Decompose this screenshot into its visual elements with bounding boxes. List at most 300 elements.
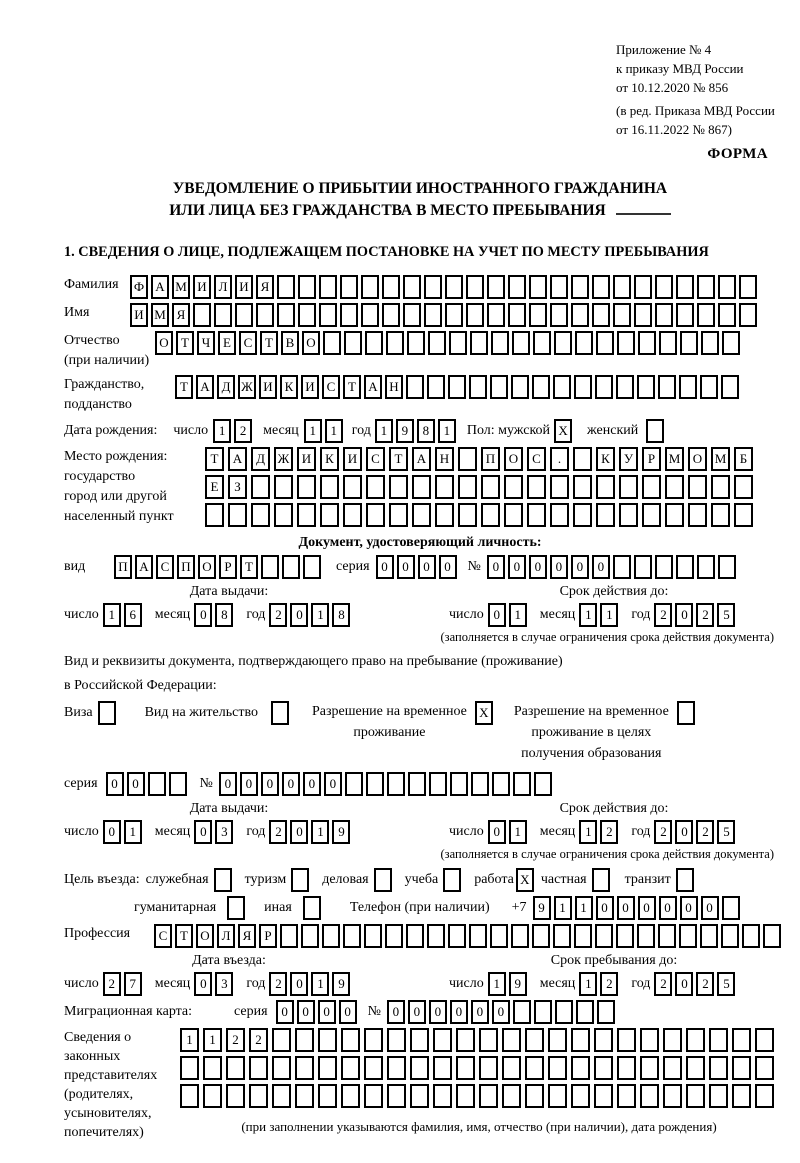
- char-box[interactable]: [479, 1056, 498, 1080]
- passport-valid-month-boxes[interactable]: [579, 603, 621, 627]
- char-box[interactable]: [637, 375, 655, 399]
- char-box[interactable]: [596, 475, 615, 499]
- char-box[interactable]: Н: [385, 375, 403, 399]
- citizenship-boxes[interactable]: [175, 375, 742, 399]
- doc-number-boxes[interactable]: [487, 555, 739, 579]
- char-box[interactable]: [663, 1056, 682, 1080]
- stay-month-boxes[interactable]: [579, 972, 621, 996]
- char-box[interactable]: 0: [529, 555, 547, 579]
- doc-series-boxes[interactable]: [376, 555, 460, 579]
- char-box[interactable]: [490, 924, 508, 948]
- char-box[interactable]: [492, 772, 510, 796]
- purpose-transit-checkbox[interactable]: [676, 868, 697, 892]
- char-box[interactable]: [274, 475, 293, 499]
- char-box[interactable]: [435, 503, 454, 527]
- char-box[interactable]: Ф: [130, 275, 148, 299]
- char-box[interactable]: [385, 924, 403, 948]
- char-box[interactable]: [594, 1084, 613, 1108]
- char-box[interactable]: [320, 503, 339, 527]
- char-box[interactable]: Е: [205, 475, 224, 499]
- char-box[interactable]: [180, 1084, 199, 1108]
- char-box[interactable]: [341, 1056, 360, 1080]
- char-box[interactable]: Н: [435, 447, 454, 471]
- char-box[interactable]: [508, 303, 526, 327]
- phone-boxes[interactable]: [533, 896, 743, 920]
- char-box[interactable]: [470, 331, 488, 355]
- char-box[interactable]: [548, 1056, 567, 1080]
- purpose-humanitarian-checkbox[interactable]: [227, 896, 248, 920]
- char-box[interactable]: [272, 1084, 291, 1108]
- char-box[interactable]: [319, 303, 337, 327]
- char-box[interactable]: [679, 924, 697, 948]
- char-box[interactable]: [711, 475, 730, 499]
- char-box[interactable]: 0: [397, 555, 415, 579]
- patronymic-boxes[interactable]: [155, 331, 743, 355]
- char-box[interactable]: У: [619, 447, 638, 471]
- char-box[interactable]: [711, 503, 730, 527]
- char-box[interactable]: 0: [418, 555, 436, 579]
- char-box[interactable]: [571, 1028, 590, 1052]
- char-box[interactable]: [553, 375, 571, 399]
- char-box[interactable]: [677, 701, 695, 725]
- res-valid-day-boxes[interactable]: [488, 820, 530, 844]
- char-box[interactable]: [449, 331, 467, 355]
- char-box[interactable]: [364, 924, 382, 948]
- char-box[interactable]: [318, 1084, 337, 1108]
- char-box[interactable]: 9: [509, 972, 527, 996]
- char-box[interactable]: К: [320, 447, 339, 471]
- char-box[interactable]: 1: [600, 603, 618, 627]
- char-box[interactable]: [634, 303, 652, 327]
- char-box[interactable]: [732, 1056, 751, 1080]
- char-box[interactable]: А: [228, 447, 247, 471]
- char-box[interactable]: [424, 275, 442, 299]
- char-box[interactable]: 2: [696, 820, 714, 844]
- char-box[interactable]: [700, 375, 718, 399]
- char-box[interactable]: С: [322, 375, 340, 399]
- char-box[interactable]: [508, 275, 526, 299]
- char-box[interactable]: [596, 503, 615, 527]
- char-box[interactable]: 2: [696, 972, 714, 996]
- char-box[interactable]: [734, 475, 753, 499]
- char-box[interactable]: С: [154, 924, 172, 948]
- char-box[interactable]: [403, 275, 421, 299]
- char-box[interactable]: 0: [282, 772, 300, 796]
- char-box[interactable]: [169, 772, 187, 796]
- char-box[interactable]: О: [198, 555, 216, 579]
- char-box[interactable]: К: [280, 375, 298, 399]
- char-box[interactable]: [550, 303, 568, 327]
- char-box[interactable]: [322, 924, 340, 948]
- char-box[interactable]: [256, 303, 274, 327]
- res-valid-month-boxes[interactable]: [579, 820, 621, 844]
- char-box[interactable]: [298, 275, 316, 299]
- char-box[interactable]: Р: [642, 447, 661, 471]
- char-box[interactable]: [701, 331, 719, 355]
- char-box[interactable]: И: [193, 275, 211, 299]
- char-box[interactable]: [433, 1056, 452, 1080]
- doc-kind-boxes[interactable]: [114, 555, 324, 579]
- char-box[interactable]: [576, 1000, 594, 1024]
- char-box[interactable]: А: [412, 447, 431, 471]
- char-box[interactable]: [479, 1084, 498, 1108]
- char-box[interactable]: 0: [596, 896, 614, 920]
- char-box[interactable]: [235, 303, 253, 327]
- char-box[interactable]: [721, 924, 739, 948]
- char-box[interactable]: З: [228, 475, 247, 499]
- sex-male-checkbox[interactable]: [554, 419, 575, 443]
- char-box[interactable]: [479, 1028, 498, 1052]
- char-box[interactable]: [406, 924, 424, 948]
- char-box[interactable]: [697, 275, 715, 299]
- char-box[interactable]: [249, 1056, 268, 1080]
- char-box[interactable]: [406, 375, 424, 399]
- char-box[interactable]: [613, 275, 631, 299]
- char-box[interactable]: П: [114, 555, 132, 579]
- char-box[interactable]: 1: [579, 603, 597, 627]
- char-box[interactable]: 0: [219, 772, 237, 796]
- char-box[interactable]: [277, 275, 295, 299]
- char-box[interactable]: 2: [654, 820, 672, 844]
- char-box[interactable]: [319, 275, 337, 299]
- char-box[interactable]: [387, 772, 405, 796]
- char-box[interactable]: [527, 503, 546, 527]
- char-box[interactable]: [573, 503, 592, 527]
- char-box[interactable]: Т: [343, 375, 361, 399]
- char-box[interactable]: 2: [269, 820, 287, 844]
- char-box[interactable]: 2: [654, 603, 672, 627]
- char-box[interactable]: И: [130, 303, 148, 327]
- residence-permit-checkbox[interactable]: [271, 701, 292, 725]
- char-box[interactable]: 1: [311, 972, 329, 996]
- char-box[interactable]: [410, 1056, 429, 1080]
- char-box[interactable]: [466, 275, 484, 299]
- char-box[interactable]: 1: [311, 603, 329, 627]
- char-box[interactable]: 0: [488, 603, 506, 627]
- char-box[interactable]: 0: [571, 555, 589, 579]
- char-box[interactable]: О: [688, 447, 707, 471]
- mig-number-boxes[interactable]: [387, 1000, 618, 1024]
- char-box[interactable]: [226, 1056, 245, 1080]
- char-box[interactable]: [613, 555, 631, 579]
- char-box[interactable]: 2: [600, 972, 618, 996]
- char-box[interactable]: [458, 447, 477, 471]
- char-box[interactable]: [227, 896, 245, 920]
- purpose-other-checkbox[interactable]: [303, 896, 324, 920]
- char-box[interactable]: [655, 303, 673, 327]
- passport-valid-year-boxes[interactable]: [654, 603, 738, 627]
- char-box[interactable]: [512, 331, 530, 355]
- char-box[interactable]: [408, 772, 426, 796]
- representatives-row3-boxes[interactable]: [180, 1084, 778, 1108]
- char-box[interactable]: 0: [408, 1000, 426, 1024]
- char-box[interactable]: 1: [509, 820, 527, 844]
- char-box[interactable]: [295, 1028, 314, 1052]
- char-box[interactable]: 0: [675, 820, 693, 844]
- birth-year-boxes[interactable]: [375, 419, 459, 443]
- char-box[interactable]: [427, 375, 445, 399]
- char-box[interactable]: 0: [297, 1000, 315, 1024]
- char-box[interactable]: Т: [260, 331, 278, 355]
- char-box[interactable]: [214, 303, 232, 327]
- char-box[interactable]: 1: [103, 603, 121, 627]
- char-box[interactable]: [642, 475, 661, 499]
- char-box[interactable]: [527, 475, 546, 499]
- char-box[interactable]: [718, 275, 736, 299]
- char-box[interactable]: [592, 868, 610, 892]
- char-box[interactable]: [575, 331, 593, 355]
- char-box[interactable]: [532, 924, 550, 948]
- char-box[interactable]: [364, 1028, 383, 1052]
- char-box[interactable]: [617, 1028, 636, 1052]
- char-box[interactable]: 8: [215, 603, 233, 627]
- char-box[interactable]: [344, 331, 362, 355]
- char-box[interactable]: [525, 1084, 544, 1108]
- char-box[interactable]: [553, 924, 571, 948]
- char-box[interactable]: [303, 896, 321, 920]
- char-box[interactable]: 0: [103, 820, 121, 844]
- char-box[interactable]: И: [343, 447, 362, 471]
- char-box[interactable]: [573, 475, 592, 499]
- char-box[interactable]: 0: [450, 1000, 468, 1024]
- char-box[interactable]: 8: [332, 603, 350, 627]
- char-box[interactable]: [597, 1000, 615, 1024]
- char-box[interactable]: Е: [218, 331, 236, 355]
- char-box[interactable]: [272, 1028, 291, 1052]
- char-box[interactable]: О: [302, 331, 320, 355]
- char-box[interactable]: [374, 868, 392, 892]
- char-box[interactable]: [555, 1000, 573, 1024]
- char-box[interactable]: [550, 503, 569, 527]
- char-box[interactable]: [663, 1028, 682, 1052]
- char-box[interactable]: [502, 1056, 521, 1080]
- char-box[interactable]: [340, 303, 358, 327]
- char-box[interactable]: [732, 1028, 751, 1052]
- char-box[interactable]: С: [239, 331, 257, 355]
- char-box[interactable]: [571, 275, 589, 299]
- char-box[interactable]: 0: [439, 555, 457, 579]
- char-box[interactable]: [487, 303, 505, 327]
- char-box[interactable]: X: [516, 868, 534, 892]
- char-box[interactable]: [755, 1028, 774, 1052]
- char-box[interactable]: [596, 331, 614, 355]
- char-box[interactable]: 0: [376, 555, 394, 579]
- char-box[interactable]: 9: [332, 820, 350, 844]
- char-box[interactable]: [592, 303, 610, 327]
- char-box[interactable]: .: [550, 447, 569, 471]
- char-box[interactable]: [445, 303, 463, 327]
- char-box[interactable]: [640, 1056, 659, 1080]
- char-box[interactable]: [686, 1028, 705, 1052]
- char-box[interactable]: [550, 275, 568, 299]
- char-box[interactable]: [617, 1084, 636, 1108]
- char-box[interactable]: [571, 1056, 590, 1080]
- char-box[interactable]: 2: [234, 419, 252, 443]
- char-box[interactable]: [511, 375, 529, 399]
- char-box[interactable]: [637, 924, 655, 948]
- char-box[interactable]: [688, 475, 707, 499]
- char-box[interactable]: [297, 503, 316, 527]
- birth-place-row1-boxes[interactable]: [205, 447, 757, 471]
- char-box[interactable]: 0: [592, 555, 610, 579]
- char-box[interactable]: 2: [269, 972, 287, 996]
- char-box[interactable]: [228, 503, 247, 527]
- char-box[interactable]: 8: [417, 419, 435, 443]
- char-box[interactable]: [389, 475, 408, 499]
- char-box[interactable]: [548, 1084, 567, 1108]
- char-box[interactable]: П: [177, 555, 195, 579]
- char-box[interactable]: [343, 924, 361, 948]
- birth-day-boxes[interactable]: [213, 419, 255, 443]
- char-box[interactable]: [688, 503, 707, 527]
- char-box[interactable]: [433, 1028, 452, 1052]
- char-box[interactable]: 2: [226, 1028, 245, 1052]
- char-box[interactable]: [533, 331, 551, 355]
- char-box[interactable]: [318, 1028, 337, 1052]
- char-box[interactable]: [534, 772, 552, 796]
- char-box[interactable]: Р: [259, 924, 277, 948]
- char-box[interactable]: [214, 868, 232, 892]
- passport-issue-day-boxes[interactable]: [103, 603, 145, 627]
- char-box[interactable]: Б: [734, 447, 753, 471]
- char-box[interactable]: [532, 375, 550, 399]
- char-box[interactable]: 5: [717, 972, 735, 996]
- char-box[interactable]: [504, 503, 523, 527]
- char-box[interactable]: X: [475, 701, 493, 725]
- char-box[interactable]: [318, 1056, 337, 1080]
- char-box[interactable]: И: [301, 375, 319, 399]
- char-box[interactable]: [573, 447, 592, 471]
- char-box[interactable]: [364, 1084, 383, 1108]
- char-box[interactable]: И: [297, 447, 316, 471]
- char-box[interactable]: 3: [215, 972, 233, 996]
- char-box[interactable]: [251, 503, 270, 527]
- char-box[interactable]: С: [156, 555, 174, 579]
- char-box[interactable]: 0: [701, 896, 719, 920]
- char-box[interactable]: [297, 475, 316, 499]
- char-box[interactable]: 2: [269, 603, 287, 627]
- char-box[interactable]: 9: [533, 896, 551, 920]
- visa-checkbox[interactable]: [98, 701, 119, 725]
- char-box[interactable]: 0: [675, 603, 693, 627]
- char-box[interactable]: [341, 1084, 360, 1108]
- char-box[interactable]: [676, 868, 694, 892]
- stay-year-boxes[interactable]: [654, 972, 738, 996]
- char-box[interactable]: [592, 275, 610, 299]
- char-box[interactable]: [504, 475, 523, 499]
- char-box[interactable]: [709, 1056, 728, 1080]
- char-box[interactable]: [382, 303, 400, 327]
- char-box[interactable]: О: [196, 924, 214, 948]
- char-box[interactable]: Р: [219, 555, 237, 579]
- char-box[interactable]: М: [172, 275, 190, 299]
- char-box[interactable]: М: [151, 303, 169, 327]
- char-box[interactable]: 0: [127, 772, 145, 796]
- char-box[interactable]: [659, 331, 677, 355]
- char-box[interactable]: 1: [438, 419, 456, 443]
- char-box[interactable]: [548, 1028, 567, 1052]
- char-box[interactable]: [571, 1084, 590, 1108]
- char-box[interactable]: [680, 331, 698, 355]
- char-box[interactable]: [646, 419, 664, 443]
- char-box[interactable]: 0: [194, 820, 212, 844]
- char-box[interactable]: [490, 375, 508, 399]
- char-box[interactable]: [340, 275, 358, 299]
- char-box[interactable]: 0: [617, 896, 635, 920]
- char-box[interactable]: 1: [579, 820, 597, 844]
- char-box[interactable]: [251, 475, 270, 499]
- char-box[interactable]: 2: [103, 972, 121, 996]
- char-box[interactable]: [481, 503, 500, 527]
- purpose-study-checkbox[interactable]: [443, 868, 464, 892]
- res-issue-year-boxes[interactable]: [269, 820, 353, 844]
- char-box[interactable]: [718, 555, 736, 579]
- char-box[interactable]: [534, 1000, 552, 1024]
- temp-permit-checkbox[interactable]: [475, 701, 496, 725]
- char-box[interactable]: 0: [659, 896, 677, 920]
- char-box[interactable]: [271, 701, 289, 725]
- char-box[interactable]: 1: [203, 1028, 222, 1052]
- birth-month-boxes[interactable]: [304, 419, 346, 443]
- char-box[interactable]: В: [281, 331, 299, 355]
- char-box[interactable]: [655, 555, 673, 579]
- char-box[interactable]: [366, 475, 385, 499]
- char-box[interactable]: Л: [217, 924, 235, 948]
- char-box[interactable]: А: [364, 375, 382, 399]
- char-box[interactable]: [491, 331, 509, 355]
- char-box[interactable]: [205, 503, 224, 527]
- char-box[interactable]: 5: [717, 603, 735, 627]
- char-box[interactable]: [412, 475, 431, 499]
- char-box[interactable]: 0: [290, 603, 308, 627]
- char-box[interactable]: [502, 1084, 521, 1108]
- char-box[interactable]: [361, 303, 379, 327]
- char-box[interactable]: 0: [290, 972, 308, 996]
- char-box[interactable]: 9: [396, 419, 414, 443]
- profession-boxes[interactable]: [154, 924, 784, 948]
- char-box[interactable]: 1: [180, 1028, 199, 1052]
- char-box[interactable]: 2: [696, 603, 714, 627]
- char-box[interactable]: [469, 924, 487, 948]
- char-box[interactable]: [410, 1028, 429, 1052]
- res-series-boxes[interactable]: [106, 772, 190, 796]
- char-box[interactable]: [343, 475, 362, 499]
- passport-valid-day-boxes[interactable]: [488, 603, 530, 627]
- char-box[interactable]: [619, 503, 638, 527]
- char-box[interactable]: И: [259, 375, 277, 399]
- char-box[interactable]: [554, 331, 572, 355]
- char-box[interactable]: 0: [318, 1000, 336, 1024]
- representatives-row1-boxes[interactable]: [180, 1028, 778, 1052]
- representatives-row2-boxes[interactable]: [180, 1056, 778, 1080]
- char-box[interactable]: 0: [303, 772, 321, 796]
- char-box[interactable]: О: [504, 447, 523, 471]
- char-box[interactable]: [341, 1028, 360, 1052]
- char-box[interactable]: [709, 1028, 728, 1052]
- char-box[interactable]: 0: [680, 896, 698, 920]
- char-box[interactable]: [594, 1028, 613, 1052]
- char-box[interactable]: 1: [213, 419, 231, 443]
- char-box[interactable]: 0: [492, 1000, 510, 1024]
- char-box[interactable]: [742, 924, 760, 948]
- char-box[interactable]: [634, 555, 652, 579]
- char-box[interactable]: [249, 1084, 268, 1108]
- char-box[interactable]: Т: [389, 447, 408, 471]
- res-issue-day-boxes[interactable]: [103, 820, 145, 844]
- char-box[interactable]: 0: [106, 772, 124, 796]
- passport-issue-year-boxes[interactable]: [269, 603, 353, 627]
- char-box[interactable]: [709, 1084, 728, 1108]
